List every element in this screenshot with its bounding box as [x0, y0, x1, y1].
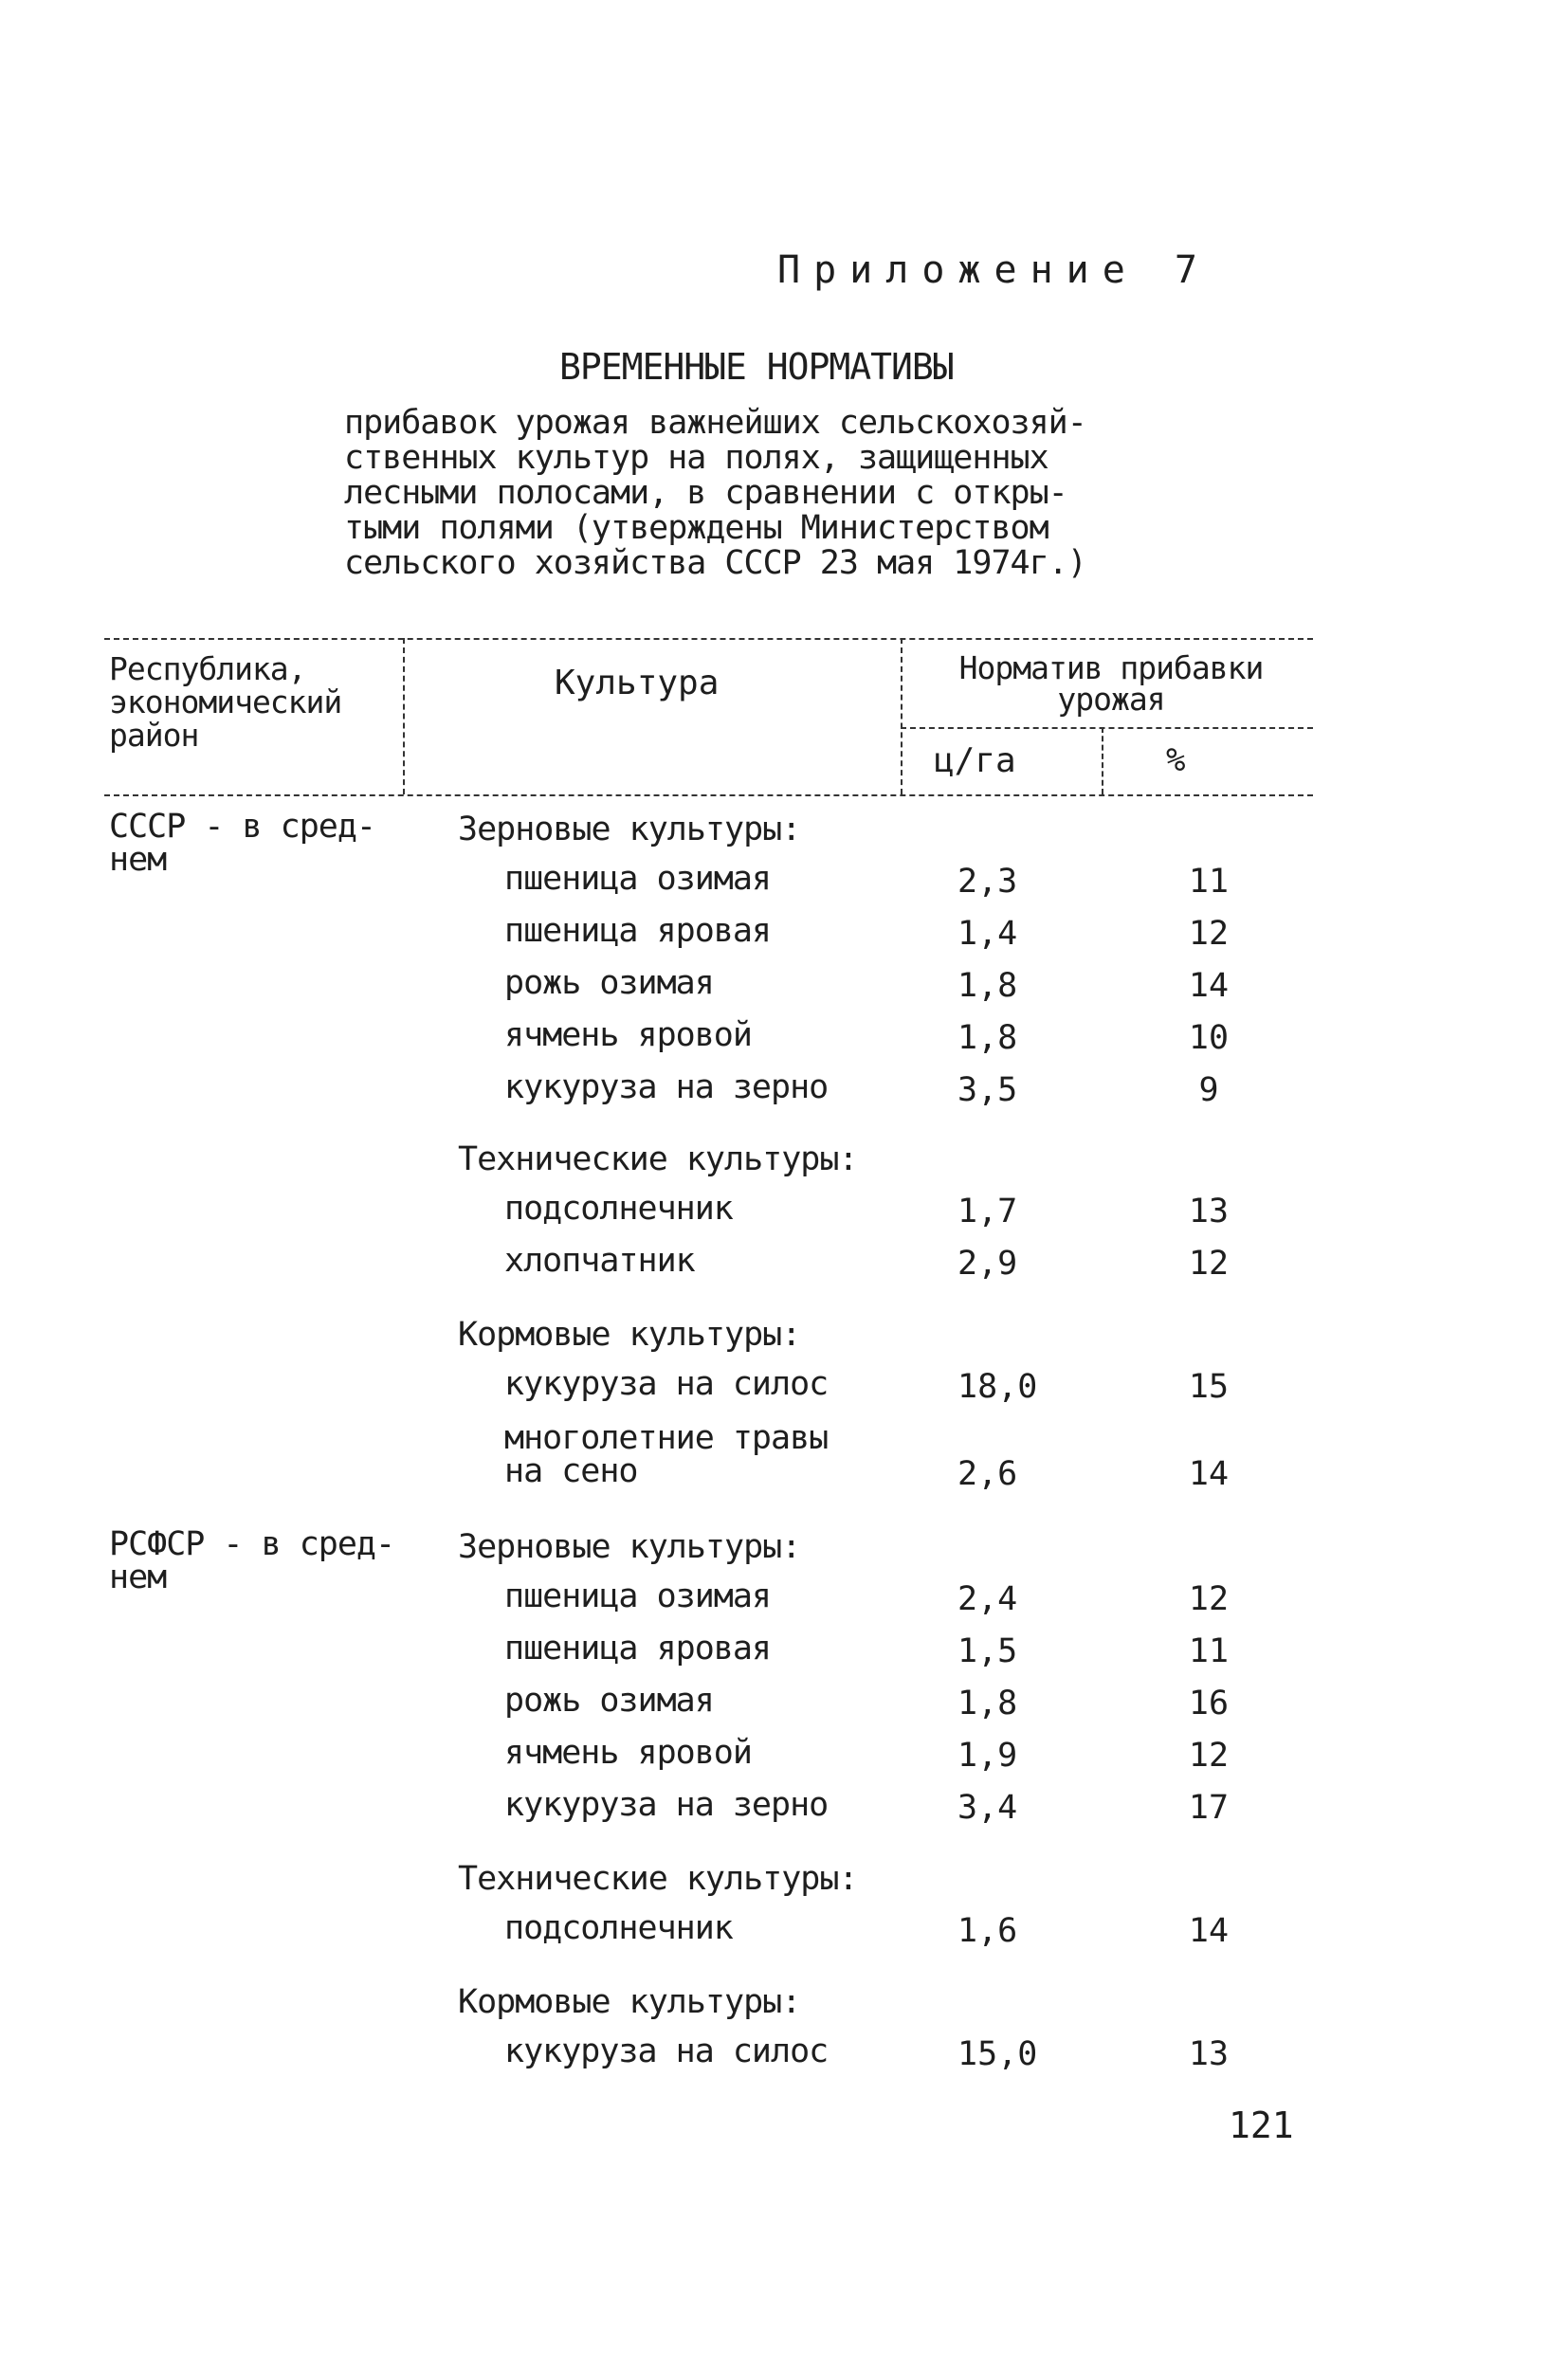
table-top-rule: [104, 638, 1313, 640]
page-number: 121: [1229, 2105, 1294, 2146]
norm-header-rule: [901, 727, 1313, 729]
norm-percent: 12: [1188, 1737, 1230, 1775]
norm-value: 2,9: [957, 1245, 1018, 1283]
norm-percent: 14: [1188, 1912, 1230, 1950]
crop-name: [504, 1909, 733, 1947]
subtitle-line: ственных культур на полях, защищенных: [344, 439, 1048, 477]
norm-percent: 17: [1188, 1789, 1230, 1827]
crop-name: [504, 964, 714, 1002]
norm-value: 1,7: [957, 1193, 1018, 1230]
norm-value: 3,4: [957, 1789, 1018, 1827]
norm-value: 2,3: [957, 863, 1018, 901]
norm-value: 1,8: [957, 967, 1018, 1005]
crop-name: [504, 860, 772, 898]
norm-value: 2,6: [957, 1455, 1018, 1493]
category-label: Технические культуры:: [458, 1140, 858, 1178]
crop-line: на сено: [504, 1452, 638, 1490]
norm-percent: 12: [1188, 1245, 1230, 1283]
crop-name: [504, 912, 772, 950]
header-line: Норматив прибавки: [958, 649, 1264, 686]
crop-line: хлопчатник: [504, 1242, 695, 1280]
subtitle-line: тыми полями (утверждены Министерством: [344, 509, 1048, 547]
category-label: Технические культуры:: [458, 1860, 858, 1898]
region-cell: [109, 1525, 395, 1596]
header-line: район: [109, 717, 199, 754]
crop-line: кукуруза на зерно: [504, 1786, 829, 1824]
norm-value: 1,6: [957, 1912, 1018, 1950]
document-subtitle: [344, 406, 1216, 581]
column-divider-3: [1102, 727, 1103, 794]
crop-name: [504, 1242, 695, 1280]
norm-percent: 16: [1188, 1685, 1230, 1722]
norm-percent: 13: [1188, 1193, 1230, 1230]
norm-percent: 14: [1188, 967, 1230, 1005]
crop-line: рожь озимая: [504, 1682, 714, 1720]
subtitle-line: прибавок урожая важнейших сельскохозяй-: [344, 404, 1086, 442]
crop-name: [504, 1190, 733, 1228]
norm-value: 1,9: [957, 1737, 1018, 1775]
norm-percent: 9: [1198, 1071, 1219, 1109]
crop-name: [504, 1068, 829, 1106]
norm-percent: 13: [1188, 2035, 1230, 2073]
norm-value: 1,8: [957, 1685, 1018, 1722]
crop-name: [504, 2032, 829, 2070]
norm-value: 1,5: [957, 1632, 1018, 1670]
norm-percent: 11: [1188, 863, 1230, 901]
column-header-norm: [912, 649, 1310, 718]
norm-percent: 10: [1188, 1019, 1230, 1057]
norm-percent: 15: [1188, 1368, 1230, 1406]
region-line: СССР - в сред-: [109, 808, 376, 846]
column-divider-1: [403, 638, 405, 794]
norm-value: 3,5: [957, 1071, 1018, 1109]
crop-line: подсолнечник: [504, 1909, 733, 1947]
norm-percent: 12: [1188, 1580, 1230, 1618]
header-line: Республика,: [109, 650, 306, 687]
norm-value: 1,4: [957, 915, 1018, 953]
norm-percent: 12: [1188, 915, 1230, 953]
norm-value: 15,0: [957, 2035, 1038, 2073]
column-header-crop: Культура: [555, 664, 720, 702]
crop-line: пшеница яровая: [504, 912, 772, 950]
column-header-region: [109, 652, 341, 752]
crop-name: [504, 1365, 829, 1403]
crop-name: [504, 1734, 752, 1772]
subtitle-line: сельского хозяйства СССР 23 мая 1974г.): [344, 544, 1086, 582]
crop-name: [504, 1682, 714, 1720]
crop-line: пшеница озимая: [504, 860, 772, 898]
crop-line: пшеница озимая: [504, 1577, 772, 1615]
category-label: Кормовые культуры:: [458, 1316, 801, 1354]
region-line: нем: [109, 841, 167, 879]
column-header-unit-pct: %: [1166, 741, 1186, 779]
crop-line: кукуруза на силос: [504, 1365, 829, 1403]
crop-name: [504, 1786, 829, 1824]
category-label: Кормовые культуры:: [458, 1983, 801, 2021]
header-line: экономический: [109, 683, 342, 720]
crop-line: кукуруза на зерно: [504, 1068, 829, 1106]
column-header-unit-abs: ц/га: [934, 741, 1016, 780]
crop-name: [504, 1632, 771, 1666]
crop-line: подсолнечник: [504, 1190, 733, 1228]
column-divider-2: [901, 638, 903, 794]
header-line: урожая: [1057, 681, 1165, 718]
norm-percent: 11: [1188, 1632, 1230, 1670]
category-label: Зерновые культуры:: [458, 811, 801, 848]
crop-line: ячмень яровой: [504, 1016, 752, 1054]
region-line: РСФСР - в сред-: [109, 1525, 395, 1563]
norm-percent: 14: [1188, 1455, 1230, 1493]
crop-name: [504, 1419, 829, 1490]
crop-name: [504, 1016, 752, 1054]
region-line: нем: [109, 1558, 167, 1596]
document-title: ВРЕМЕННЫЕ НОРМАТИВЫ: [559, 346, 954, 388]
crop-line: ячмень яровой: [504, 1734, 752, 1772]
norm-value: 1,8: [957, 1019, 1018, 1057]
category-label: Зерновые культуры:: [458, 1528, 801, 1566]
crop-name: [504, 1577, 772, 1615]
crop-line: многолетние травы: [504, 1419, 829, 1457]
norm-value: 18,0: [957, 1368, 1038, 1406]
appendix-label: Приложение 7: [777, 248, 1211, 292]
crop-line: рожь озимая: [504, 964, 714, 1002]
crop-line: кукуруза на силос: [504, 2032, 829, 2070]
table-header-bottom-rule: [104, 794, 1313, 796]
norm-value: 2,4: [957, 1580, 1018, 1618]
subtitle-line: лесными полосами, в сравнении с откры-: [344, 474, 1067, 512]
crop-line: пшеница яровая: [504, 1630, 772, 1667]
region-cell: [109, 808, 376, 879]
